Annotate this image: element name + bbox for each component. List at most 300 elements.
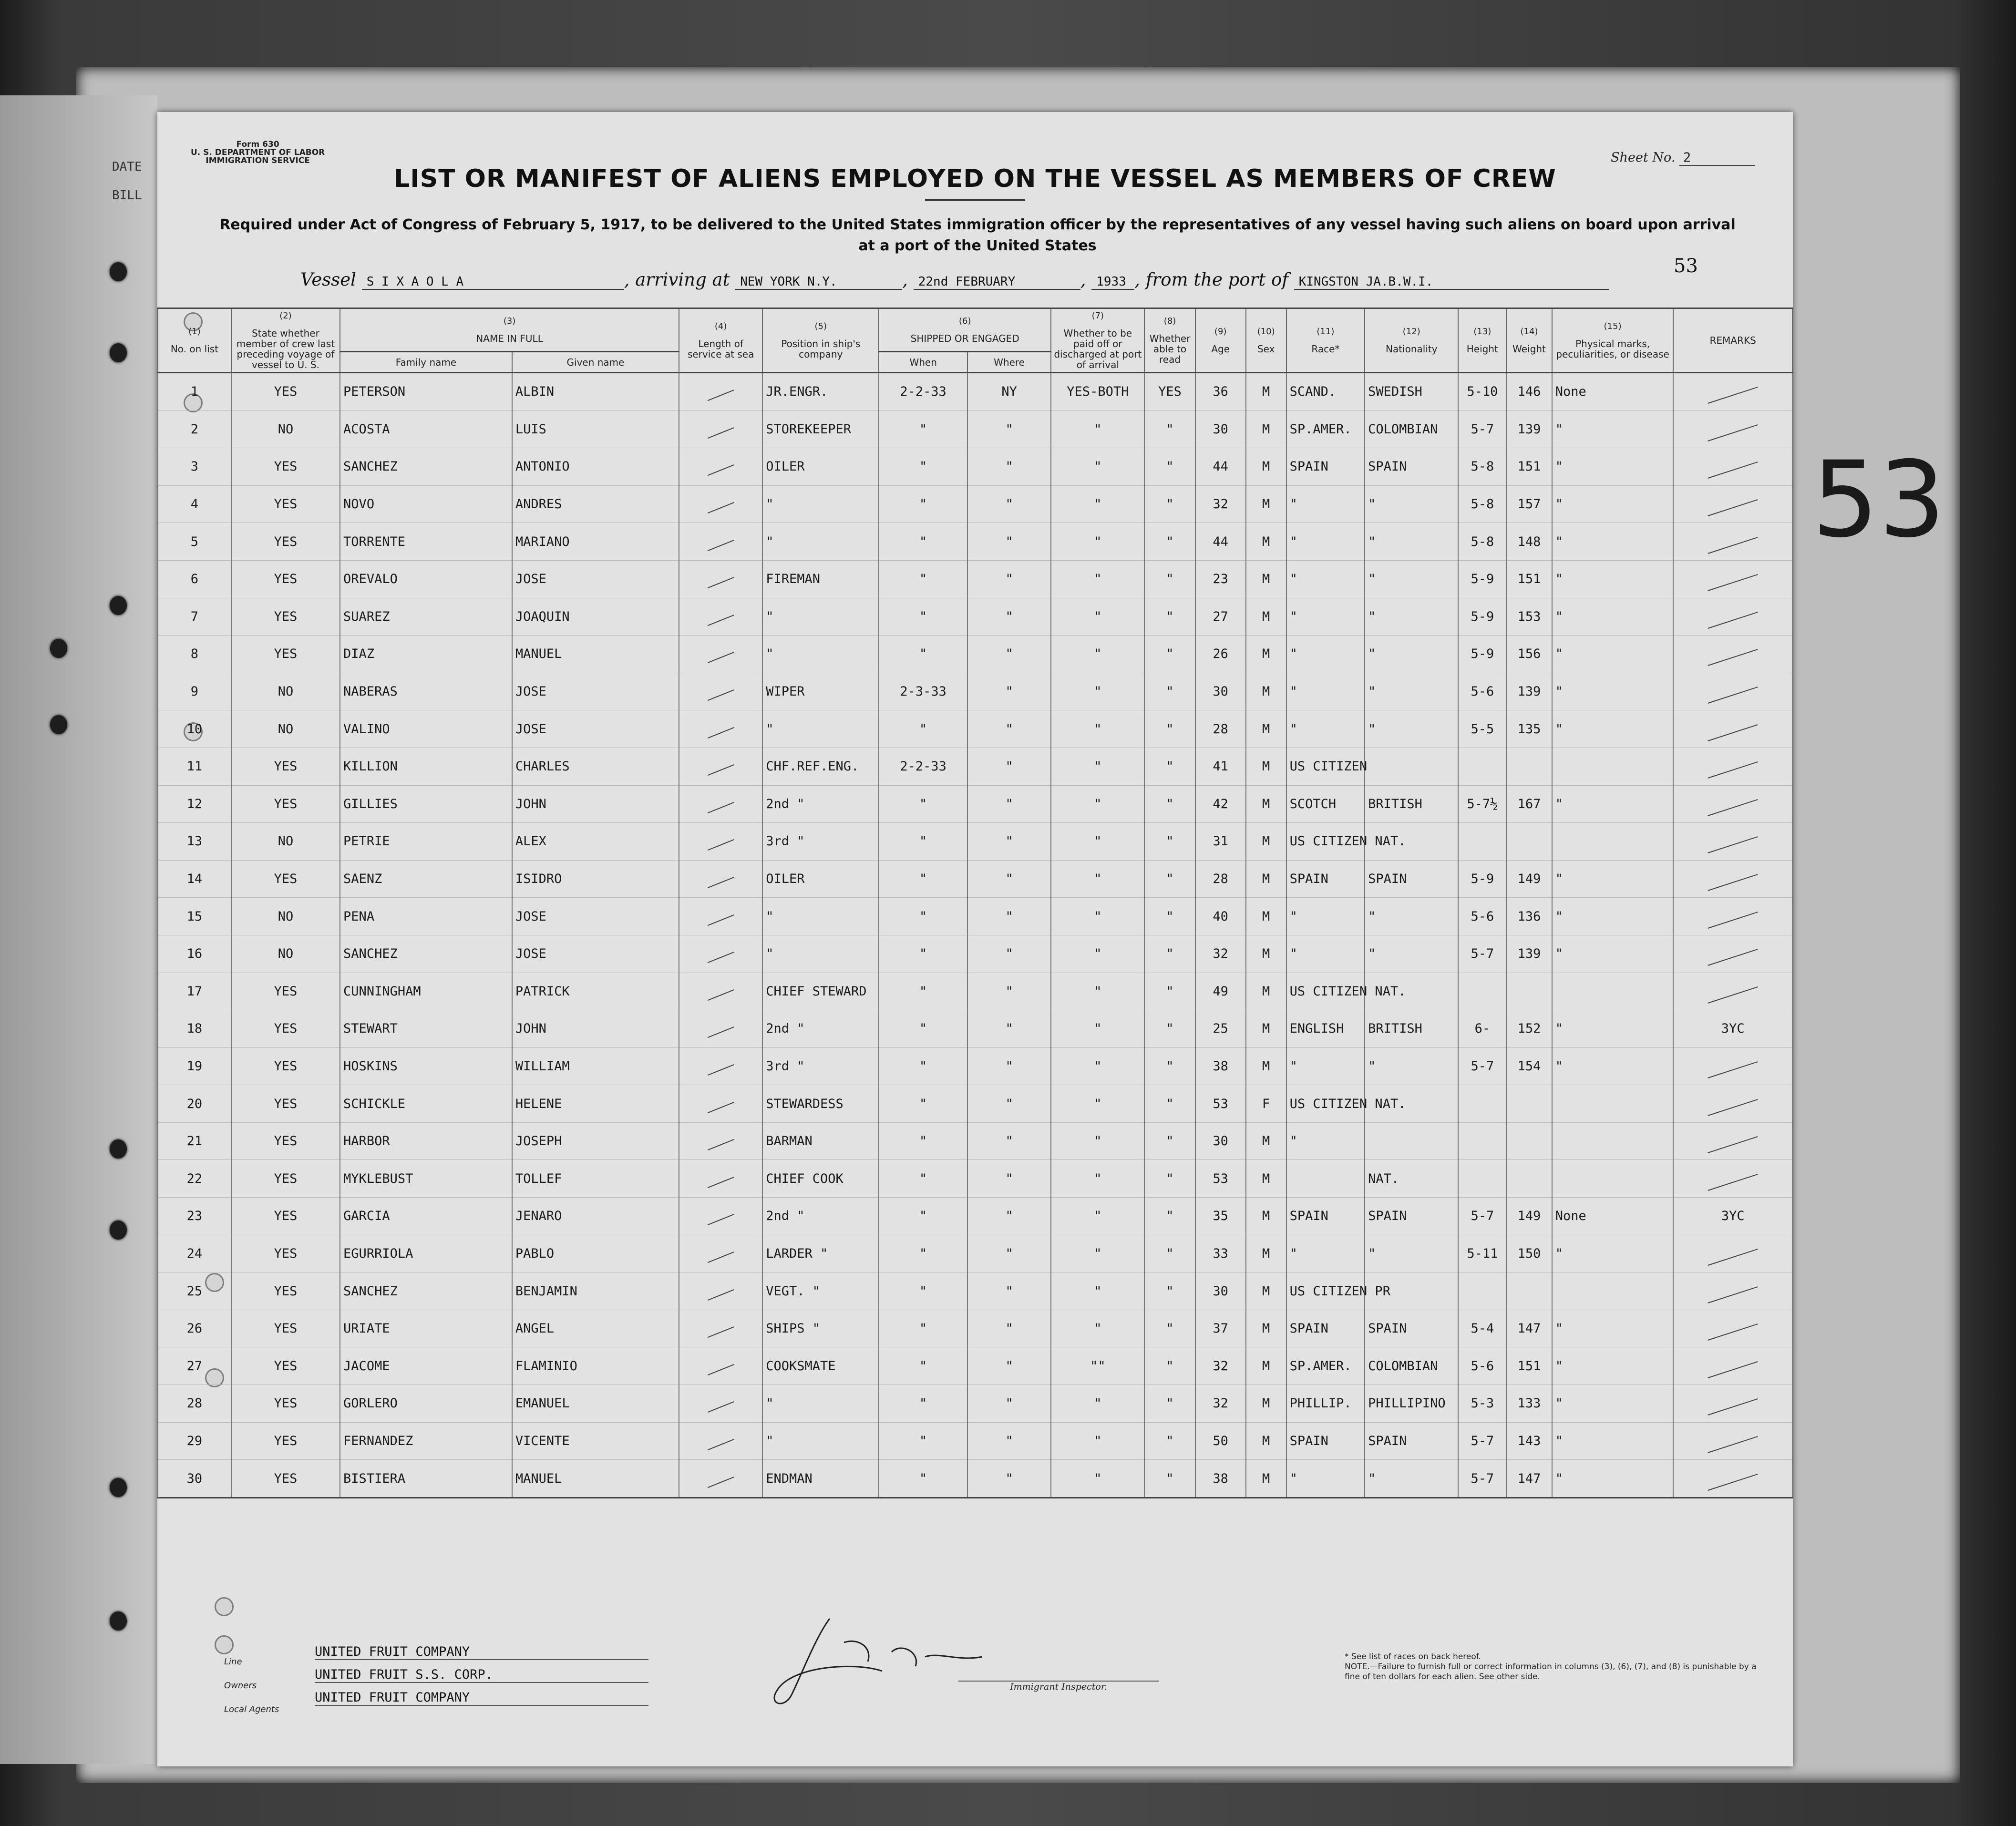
crew-row: [158, 710, 1792, 748]
vessel-label: Vessel: [300, 269, 356, 290]
weight-cell: 148: [1506, 523, 1552, 561]
service-length-cell: [679, 598, 762, 636]
col-header-paid-off: (7) Whether to be paid off or discharged at port of arrival: [1051, 308, 1144, 373]
previous-voyage-cell: YES: [231, 1085, 340, 1123]
arriving-label: arriving at: [635, 269, 730, 290]
tick-mark: [707, 540, 734, 551]
remarks-cell: [1673, 935, 1792, 973]
entry-number-cell: 17: [158, 973, 231, 1010]
entry-number-cell: 26: [158, 1310, 231, 1347]
tick-mark: [707, 1177, 734, 1188]
weight-cell: 157: [1506, 485, 1552, 523]
nationality-cell: SPAIN: [1365, 860, 1458, 898]
crew-row: [158, 1310, 1792, 1347]
service-length-cell: [679, 1160, 762, 1198]
remarks-cell: [1673, 710, 1792, 748]
position-cell: ": [762, 1385, 879, 1423]
previous-voyage-cell: YES: [231, 1235, 340, 1272]
previous-voyage-cell: YES: [231, 1160, 340, 1198]
tick-mark: [1708, 761, 1758, 779]
remarks-cell: [1673, 485, 1792, 523]
height-cell: [1458, 1122, 1506, 1160]
family-name-cell: SANCHEZ: [340, 448, 512, 486]
sex-cell: M: [1246, 710, 1286, 748]
weight-cell: 150: [1506, 1235, 1552, 1272]
entry-number-cell: 23: [158, 1198, 231, 1235]
position-cell: COOKSMATE: [762, 1347, 879, 1385]
sex-cell: M: [1246, 673, 1286, 710]
remarks-cell: [1673, 1160, 1792, 1198]
shipped-where-cell: ": [967, 1235, 1051, 1272]
crew-row: [158, 373, 1792, 411]
tick-mark: [707, 1214, 734, 1225]
col-header-where: Where: [967, 352, 1051, 373]
race-cell: US CITIZEN NAT.: [1286, 1085, 1365, 1123]
physical-marks-cell: ": [1552, 898, 1674, 935]
able-to-read-cell: ": [1144, 523, 1195, 561]
underlying-sheet-edge: [0, 95, 157, 1764]
position-cell: ": [762, 636, 879, 673]
crew-row: [158, 1198, 1792, 1235]
previous-voyage-cell: YES: [231, 1047, 340, 1085]
agents-value: UNITED FRUIT COMPANY: [315, 1690, 648, 1706]
weight-cell: 143: [1506, 1422, 1552, 1460]
tick-mark: [1708, 649, 1758, 667]
service-length-cell: [679, 523, 762, 561]
race-cell: US CITIZEN: [1286, 748, 1365, 785]
entry-number-cell: 14: [158, 860, 231, 898]
tick-mark: [1708, 1099, 1758, 1116]
sex-cell: M: [1246, 935, 1286, 973]
shipped-when-cell: ": [879, 1310, 967, 1347]
tick-mark: [1708, 462, 1758, 479]
family-name-cell: NOVO: [340, 485, 512, 523]
tick-mark: [707, 1439, 734, 1450]
tick-mark: [707, 1064, 734, 1076]
crew-row: [158, 823, 1792, 861]
paid-off-cell: ": [1051, 1160, 1144, 1198]
age-cell: 53: [1195, 1160, 1246, 1198]
family-name-cell: GORLERO: [340, 1385, 512, 1423]
service-length-cell: [679, 1385, 762, 1423]
footer-notes: [1345, 1652, 1764, 1682]
shipped-when-cell: ": [879, 710, 967, 748]
race-cell: ": [1286, 710, 1365, 748]
sheet-number: [1611, 150, 1755, 166]
service-length-cell: [679, 973, 762, 1010]
physical-marks-cell: [1552, 973, 1674, 1010]
position-cell: 2nd ": [762, 1010, 879, 1048]
able-to-read-cell: ": [1144, 1272, 1195, 1310]
nationality-cell: ": [1365, 935, 1458, 973]
position-cell: ": [762, 710, 879, 748]
punch-hole: [110, 262, 127, 281]
height-cell: 6-: [1458, 1010, 1506, 1048]
departure-port: KINGSTON JA.B.W.I.: [1294, 275, 1609, 290]
previous-voyage-cell: YES: [231, 1310, 340, 1347]
physical-marks-cell: ": [1552, 448, 1674, 486]
able-to-read-cell: ": [1144, 1085, 1195, 1123]
height-cell: 5-8: [1458, 523, 1506, 561]
entry-number-cell: 8: [158, 636, 231, 673]
height-cell: 5-8: [1458, 485, 1506, 523]
height-cell: [1458, 1085, 1506, 1123]
service-length-cell: [679, 560, 762, 598]
tick-mark: [707, 615, 734, 626]
family-name-cell: URIATE: [340, 1310, 512, 1347]
nationality-cell: SPAIN: [1365, 448, 1458, 486]
shipped-when-cell: ": [879, 1422, 967, 1460]
tick-mark: [707, 390, 734, 401]
col-header-position: (5) Position in ship's company: [762, 308, 879, 373]
position-cell: CHIEF COOK: [762, 1160, 879, 1198]
entry-number-cell: 4: [158, 485, 231, 523]
able-to-read-cell: ": [1144, 410, 1195, 448]
able-to-read-cell: ": [1144, 1047, 1195, 1085]
given-name-cell: JOSEPH: [512, 1122, 679, 1160]
shipped-when-cell: ": [879, 1047, 967, 1085]
sex-cell: M: [1246, 1122, 1286, 1160]
weight-cell: 156: [1506, 636, 1552, 673]
previous-voyage-cell: NO: [231, 898, 340, 935]
crew-table-body: [158, 373, 1792, 1498]
service-length-cell: [679, 785, 762, 823]
nationality-cell: ": [1365, 1460, 1458, 1498]
able-to-read-cell: ": [1144, 598, 1195, 636]
age-cell: 50: [1195, 1422, 1246, 1460]
physical-marks-cell: [1552, 748, 1674, 785]
given-name-cell: BENJAMIN: [512, 1272, 679, 1310]
physical-marks-cell: [1552, 1085, 1674, 1123]
race-cell: ": [1286, 673, 1365, 710]
tick-mark: [1708, 1436, 1758, 1453]
weight-cell: 153: [1506, 598, 1552, 636]
height-cell: [1458, 1272, 1506, 1310]
given-name-cell: VICENTE: [512, 1422, 679, 1460]
age-cell: 44: [1195, 448, 1246, 486]
position-cell: 3rd ": [762, 823, 879, 861]
paid-off-cell: ": [1051, 1310, 1144, 1347]
punch-hole: [50, 715, 67, 734]
entry-number-cell: 18: [158, 1010, 231, 1048]
punch-hole: [110, 1611, 127, 1631]
height-cell: 5-9: [1458, 598, 1506, 636]
paid-off-cell: ": [1051, 410, 1144, 448]
sex-cell: M: [1246, 1160, 1286, 1198]
punch-hole: [50, 639, 67, 658]
paid-off-cell: ": [1051, 1422, 1144, 1460]
crew-row: [158, 1047, 1792, 1085]
nationality-cell: SPAIN: [1365, 1310, 1458, 1347]
height-cell: [1458, 973, 1506, 1010]
sex-cell: M: [1246, 823, 1286, 861]
height-cell: [1458, 748, 1506, 785]
family-name-cell: HARBOR: [340, 1122, 512, 1160]
able-to-read-cell: ": [1144, 935, 1195, 973]
tick-mark: [707, 1289, 734, 1300]
family-name-cell: TORRENTE: [340, 523, 512, 561]
remarks-cell: [1673, 823, 1792, 861]
header-row: [158, 308, 1792, 352]
given-name-cell: JOSE: [512, 673, 679, 710]
side-label-date: DATE: [112, 160, 142, 174]
entry-number-cell: 6: [158, 560, 231, 598]
physical-marks-cell: ": [1552, 1385, 1674, 1423]
entry-number-cell: 3: [158, 448, 231, 486]
sex-cell: M: [1246, 1010, 1286, 1048]
given-name-cell: CHARLES: [512, 748, 679, 785]
physical-marks-cell: None: [1552, 373, 1674, 411]
previous-voyage-cell: YES: [231, 1272, 340, 1310]
able-to-read-cell: ": [1144, 1010, 1195, 1048]
tick-mark: [1708, 724, 1758, 741]
col-header-when: When: [879, 352, 967, 373]
family-name-cell: BISTIERA: [340, 1460, 512, 1498]
race-cell: ENGLISH: [1286, 1010, 1365, 1048]
family-name-cell: GILLIES: [340, 785, 512, 823]
paid-off-cell: ": [1051, 1122, 1144, 1160]
remarks-cell: 3YC: [1673, 1198, 1792, 1235]
able-to-read-cell: ": [1144, 898, 1195, 935]
tick-mark: [707, 1026, 734, 1038]
tick-mark: [1708, 1323, 1758, 1341]
physical-marks-cell: ": [1552, 1310, 1674, 1347]
col-header-age: (9) Age: [1195, 308, 1246, 373]
remarks-cell: [1673, 1310, 1792, 1347]
physical-marks-cell: ": [1552, 410, 1674, 448]
physical-marks-cell: ": [1552, 1235, 1674, 1272]
remarks-cell: [1673, 1385, 1792, 1423]
shipped-when-cell: ": [879, 1010, 967, 1048]
tick-mark: [1708, 836, 1758, 853]
sex-cell: M: [1246, 1272, 1286, 1310]
age-cell: 26: [1195, 636, 1246, 673]
entry-number-cell: 5: [158, 523, 231, 561]
position-cell: STEWARDESS: [762, 1085, 879, 1123]
age-cell: 31: [1195, 823, 1246, 861]
given-name-cell: ANGEL: [512, 1310, 679, 1347]
physical-marks-cell: ": [1552, 1010, 1674, 1048]
entry-number-cell: 2: [158, 410, 231, 448]
shipped-when-cell: ": [879, 448, 967, 486]
physical-marks-cell: ": [1552, 935, 1674, 973]
col-header-name: (3) NAME IN FULL: [340, 308, 679, 352]
remarks-cell: [1673, 1047, 1792, 1085]
form-number: Form 630: [236, 140, 279, 149]
age-cell: 40: [1195, 898, 1246, 935]
race-cell: ": [1286, 1235, 1365, 1272]
from-label: from the port of: [1145, 269, 1288, 290]
paid-off-cell: ": [1051, 636, 1144, 673]
nationality-cell: ": [1365, 598, 1458, 636]
family-name-cell: EGURRIOLA: [340, 1235, 512, 1272]
given-name-cell: ALEX: [512, 823, 679, 861]
given-name-cell: JENARO: [512, 1198, 679, 1235]
physical-marks-cell: [1552, 1160, 1674, 1198]
service-length-cell: [679, 636, 762, 673]
shipped-when-cell: ": [879, 898, 967, 935]
entry-number-cell: 27: [158, 1347, 231, 1385]
shipped-where-cell: ": [967, 898, 1051, 935]
remarks-cell: [1673, 373, 1792, 411]
remarks-cell: [1673, 673, 1792, 710]
physical-marks-cell: ": [1552, 523, 1674, 561]
col-header-shipped: (6) SHIPPED OR ENGAGED: [879, 308, 1051, 352]
shipped-where-cell: ": [967, 748, 1051, 785]
service-length-cell: [679, 710, 762, 748]
col-header-previous-voyage: (2) State whether member of crew last preceding voyage of vessel to U. S.: [231, 308, 340, 373]
margin-page-number: 53: [1812, 439, 1945, 561]
tick-mark: [707, 1401, 734, 1413]
race-cell: US CITIZEN NAT.: [1286, 973, 1365, 1010]
agents-label: Local Agents: [224, 1704, 279, 1714]
weight-cell: 152: [1506, 1010, 1552, 1048]
position-cell: ": [762, 598, 879, 636]
service-length-cell: [679, 485, 762, 523]
previous-voyage-cell: NO: [231, 673, 340, 710]
physical-marks-cell: ": [1552, 560, 1674, 598]
able-to-read-cell: ": [1144, 860, 1195, 898]
weight-cell: 139: [1506, 410, 1552, 448]
vessel-name: S I X A O L A: [362, 275, 624, 290]
height-cell: 5-9: [1458, 560, 1506, 598]
given-name-cell: PATRICK: [512, 973, 679, 1010]
given-name-cell: MARIANO: [512, 523, 679, 561]
entry-number-cell: 20: [158, 1085, 231, 1123]
age-cell: 25: [1195, 1010, 1246, 1048]
side-label-bill: BILL: [112, 188, 142, 203]
height-cell: 5-7: [1458, 410, 1506, 448]
shipped-when-cell: 2-3-33: [879, 673, 967, 710]
tick-mark: [707, 764, 734, 776]
crew-row: [158, 1085, 1792, 1123]
shipped-where-cell: ": [967, 1310, 1051, 1347]
paid-off-cell: ": [1051, 598, 1144, 636]
crew-row: [158, 898, 1792, 935]
previous-voyage-cell: YES: [231, 1010, 340, 1048]
title-underline: [925, 199, 1025, 201]
shipped-when-cell: ": [879, 485, 967, 523]
service-length-cell: [679, 1010, 762, 1048]
sex-cell: M: [1246, 898, 1286, 935]
remarks-cell: [1673, 898, 1792, 935]
weight-cell: 167: [1506, 785, 1552, 823]
paid-off-cell: ": [1051, 710, 1144, 748]
family-name-cell: STEWART: [340, 1010, 512, 1048]
binder-ring: [215, 1597, 234, 1616]
shipped-where-cell: ": [967, 1460, 1051, 1498]
sheet-value: 2: [1679, 150, 1755, 166]
sex-cell: M: [1246, 1422, 1286, 1460]
shipped-where-cell: ": [967, 785, 1051, 823]
inspector-label: Immigrant Inspector.: [958, 1681, 1159, 1692]
entry-number-cell: 1: [158, 373, 231, 411]
nationality-cell: BRITISH: [1365, 785, 1458, 823]
crew-row: [158, 673, 1792, 710]
note-races: * See list of races on back hereof.: [1345, 1652, 1481, 1662]
previous-voyage-cell: YES: [231, 523, 340, 561]
able-to-read-cell: ": [1144, 1122, 1195, 1160]
tick-mark: [707, 689, 734, 701]
given-name-cell: JOSE: [512, 935, 679, 973]
height-cell: 5-4: [1458, 1310, 1506, 1347]
crew-row: [158, 560, 1792, 598]
remarks-cell: [1673, 636, 1792, 673]
binder-ring: [215, 1635, 234, 1654]
weight-cell: [1506, 823, 1552, 861]
sex-cell: M: [1246, 448, 1286, 486]
tick-mark: [1708, 1249, 1758, 1266]
shipped-when-cell: ": [879, 1385, 967, 1423]
department-name: U. S. DEPARTMENT OF LABOR: [191, 148, 325, 157]
age-cell: 38: [1195, 1047, 1246, 1085]
paid-off-cell: ": [1051, 1047, 1144, 1085]
given-name-cell: TOLLEF: [512, 1160, 679, 1198]
weight-cell: 151: [1506, 1347, 1552, 1385]
nationality-cell: [1365, 1122, 1458, 1160]
previous-voyage-cell: YES: [231, 973, 340, 1010]
paid-off-cell: ": [1051, 1235, 1144, 1272]
service-length-cell: [679, 1085, 762, 1123]
race-cell: ": [1286, 485, 1365, 523]
crew-row: [158, 598, 1792, 636]
crew-row: [158, 935, 1792, 973]
able-to-read-cell: ": [1144, 636, 1195, 673]
able-to-read-cell: ": [1144, 1385, 1195, 1423]
able-to-read-cell: ": [1144, 448, 1195, 486]
service-length-cell: [679, 898, 762, 935]
sex-cell: M: [1246, 1310, 1286, 1347]
given-name-cell: ANTONIO: [512, 448, 679, 486]
crew-row: [158, 785, 1792, 823]
service-length-cell: [679, 373, 762, 411]
able-to-read-cell: ": [1144, 1422, 1195, 1460]
entry-number-cell: 22: [158, 1160, 231, 1198]
family-name-cell: SUAREZ: [340, 598, 512, 636]
age-cell: 30: [1195, 1122, 1246, 1160]
remarks-cell: [1673, 1085, 1792, 1123]
physical-marks-cell: ": [1552, 1460, 1674, 1498]
punch-hole: [110, 596, 127, 615]
service-length-cell: [679, 1422, 762, 1460]
col-header-weight: (14) Weight: [1506, 308, 1552, 373]
page-subtitle: Required under Act of Congress of February 5, 1917, to be delivered to the United States immigration officer by the representatives of any vessel having such aliens on board upon arrival at a port of the United States: [219, 216, 1736, 254]
able-to-read-cell: ": [1144, 560, 1195, 598]
given-name-cell: JOAQUIN: [512, 598, 679, 636]
entry-number-cell: 30: [158, 1460, 231, 1498]
height-cell: 5-6: [1458, 1347, 1506, 1385]
given-name-cell: MANUEL: [512, 636, 679, 673]
shipped-when-cell: ": [879, 1235, 967, 1272]
shipped-when-cell: ": [879, 1272, 967, 1310]
height-cell: 5-6: [1458, 673, 1506, 710]
shipped-where-cell: ": [967, 410, 1051, 448]
paid-off-cell: ": [1051, 785, 1144, 823]
shipped-where-cell: ": [967, 1422, 1051, 1460]
weight-cell: 147: [1506, 1310, 1552, 1347]
race-cell: SP.AMER.: [1286, 410, 1365, 448]
weight-cell: 133: [1506, 1385, 1552, 1423]
race-cell: ": [1286, 1047, 1365, 1085]
position-cell: ": [762, 1422, 879, 1460]
sex-cell: M: [1246, 410, 1286, 448]
weight-cell: 151: [1506, 560, 1552, 598]
family-name-cell: GARCIA: [340, 1198, 512, 1235]
paid-off-cell: ": [1051, 748, 1144, 785]
shipped-where-cell: ": [967, 973, 1051, 1010]
col-header-race: (11) Race*: [1286, 308, 1365, 373]
tick-mark: [1708, 1361, 1758, 1378]
